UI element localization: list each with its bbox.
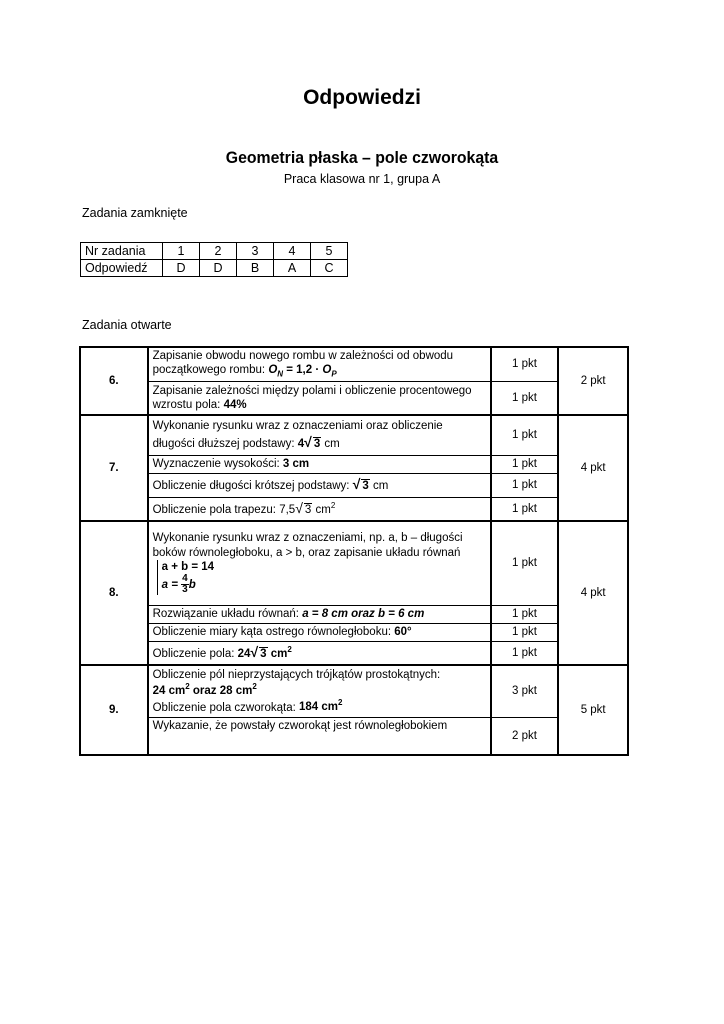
criterion-points: 1 pkt (491, 381, 559, 415)
task-total-points: 5 pkt (558, 665, 628, 755)
table-row (80, 665, 628, 717)
table-row (80, 415, 628, 455)
criterion-text: Obliczenie miary kąta ostrego równoległoboku: 60° (148, 623, 491, 641)
criterion-points: 3 pkt (491, 665, 559, 717)
criterion-points: 1 pkt (491, 521, 559, 605)
table-row (80, 605, 628, 623)
criterion-text: Obliczenie długości krótszej podstawy: √ 3 cm (148, 473, 491, 497)
criterion-points: 1 pkt (491, 347, 559, 381)
page-subtitle: Geometria płaska – pole czworokąta (225, 148, 499, 167)
criterion-points: 1 pkt (491, 473, 559, 497)
criterion-points: 1 pkt (491, 641, 559, 665)
answer-row (81, 260, 348, 277)
table-row (80, 455, 628, 473)
criterion-points: 1 pkt (491, 455, 559, 473)
criterion-text: Wykazanie, że powstały czworokąt jest równoległobokiem (148, 717, 491, 755)
table-row (80, 497, 628, 521)
answer-cell: A (274, 260, 311, 277)
criterion-points: 1 pkt (491, 497, 559, 521)
page-title: Odpowiedzi (303, 86, 421, 109)
task-total-points: 2 pkt (558, 347, 628, 415)
task-number: 4 (274, 243, 311, 260)
criterion-text: Wyznaczenie wysokości: 3 cm (148, 455, 491, 473)
criterion-text: Obliczenie pola: 24√ 3 $cm^2$ (148, 641, 491, 665)
task-number: 2 (200, 243, 237, 260)
task-number: 7. (80, 415, 148, 521)
task-number: 6. (80, 347, 148, 415)
task-total-points: 4 pkt (558, 521, 628, 665)
criterion-points: 1 pkt (491, 415, 559, 455)
table-row (80, 641, 628, 665)
criterion-text: Zapisanie obwodu nowego rombu w zależności od obwodu początkowego rombu: $O_N = 1,2 \cdot O_P$ (148, 347, 491, 381)
open-tasks-label: Zadania otwarte (82, 318, 172, 332)
test-info: Praca klasowa nr 1, grupa A (283, 172, 441, 186)
criterion-text: Zapisanie zależności między polami i obliczenie procentowego wzrostu pola: 44% (148, 381, 491, 415)
criterion-text: Wykonanie rysunku wraz z oznaczeniami oraz obliczenie długości dłuższej podstawy: 4√ 3 cm (148, 415, 491, 455)
task-number: 1 (163, 243, 200, 260)
table-row (80, 521, 628, 605)
table-row (80, 347, 628, 381)
table-row (80, 717, 628, 755)
criterion-text: Obliczenie pola trapezu: 7,5√ 3 $cm^2$ (148, 497, 491, 521)
closed-tasks-label: Zadania zamknięte (82, 206, 188, 220)
answer-cell: C (311, 260, 348, 277)
task-number: 9. (80, 665, 148, 755)
equation-system: a + b = 14 a = $\frac{4}{3}$ b (157, 560, 214, 595)
table-row (80, 473, 628, 497)
task-number: 3 (237, 243, 274, 260)
criterion-text: Obliczenie pól nieprzystających trójkątów prostokątnych: 24 $cm^2$ oraz 28 $cm^2$ Obliczenie pola czworokąta: 184 $cm^2$ (148, 665, 491, 717)
task-number: 5 (311, 243, 348, 260)
answer-cell: D (200, 260, 237, 277)
criterion-points: 1 pkt (491, 623, 559, 641)
table-row (80, 381, 628, 415)
answer-cell: D (163, 260, 200, 277)
task-number-row (81, 243, 348, 260)
open-answers-table (79, 346, 629, 756)
criterion-text: Rozwiązanie układu równań: a = 8 cm oraz b = 6 cm (148, 605, 491, 623)
criterion-points: 2 pkt (491, 717, 559, 755)
criterion-text: Wykonanie rysunku wraz z oznaczeniami, np. a, b – długości boków równoległoboku, a > b, oraz zapisanie układu równań a + b = 14 a = $\frac{4}{3}$ b (148, 521, 491, 605)
answer-cell: B (237, 260, 274, 277)
task-total-points: 4 pkt (558, 415, 628, 521)
closed-answers-table (80, 242, 348, 277)
table-row (80, 623, 628, 641)
task-number: 8. (80, 521, 148, 665)
criterion-points: 1 pkt (491, 605, 559, 623)
row-header-task-number: Nr zadania (81, 243, 163, 260)
row-header-answer: Odpowiedź (81, 260, 163, 277)
